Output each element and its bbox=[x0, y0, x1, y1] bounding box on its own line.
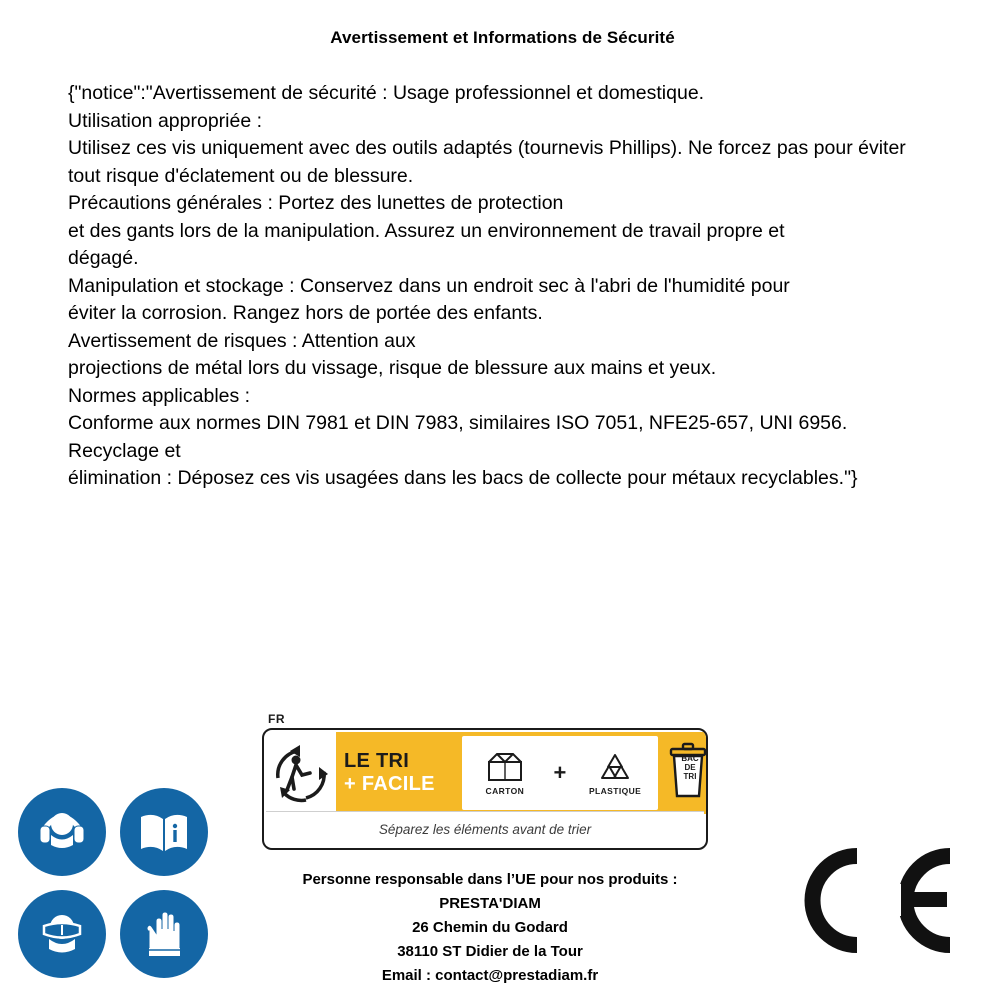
triman-bin-icon bbox=[664, 741, 708, 805]
company-address: 26 Chemin du Godard bbox=[412, 919, 568, 936]
notice-line: Manipulation et stockage : Conservez dans un endroit sec à l'abri de l'humidité pour bbox=[68, 274, 790, 297]
carton-box-icon bbox=[483, 750, 527, 784]
notice-line: projections de métal lors du vissage, risque de blessure aux mains et yeux. bbox=[68, 357, 717, 379]
hand-protection-icon bbox=[120, 890, 208, 978]
notice-line: Normes applicables : bbox=[68, 384, 251, 407]
triman-headline bbox=[336, 732, 462, 814]
notice-line: et des gants lors de la manipulation. Assurez un environnement de travail propre et bbox=[68, 219, 785, 242]
notice-line: Utilisation appropriée : bbox=[68, 109, 263, 132]
recycle-loop-icon bbox=[593, 750, 637, 784]
triman-bin-label: BAC DE TRI bbox=[681, 754, 699, 781]
triman-plus-sign: + bbox=[553, 760, 567, 785]
page-title: Avertissement et Informations de Sécurité bbox=[330, 28, 675, 47]
triman-footer-text: Séparez les éléments avant de trier bbox=[378, 821, 592, 837]
responsible-person-block bbox=[230, 868, 750, 988]
triman-sorting-man-icon bbox=[266, 732, 336, 814]
notice-line: Avertissement de risques : Attention aux bbox=[68, 329, 416, 352]
safety-notice-text bbox=[68, 80, 948, 493]
ear-protection-icon bbox=[18, 788, 106, 876]
notice-line: élimination : Déposez ces vis usagées dans les bacs de collecte pour métaux recyclables."} bbox=[68, 467, 858, 489]
notice-line: Recyclage et bbox=[68, 439, 181, 462]
triman-headline-line1: LE TRI bbox=[344, 750, 410, 772]
notice-line: éviter la corrosion. Rangez hors de portée des enfants. bbox=[68, 302, 543, 324]
company-email: Email : contact@prestadiam.fr bbox=[381, 967, 599, 984]
notice-line: {"notice":"Avertissement de sécurité : Usage professionnel et domestique. bbox=[68, 82, 705, 104]
notice-line: Conforme aux normes DIN 7981 et DIN 7983, similaires ISO 7051, NFE25-657, UNI 6956. bbox=[68, 412, 848, 434]
triman-item-carton-label: CARTON bbox=[485, 786, 525, 796]
triman-recycling-banner bbox=[262, 712, 710, 852]
company-name: PRESTA'DIAM bbox=[439, 895, 541, 912]
triman-item-carton bbox=[468, 750, 542, 796]
triman-language-tag: FR bbox=[268, 712, 285, 726]
triman-headline-line2: + FACILE bbox=[344, 773, 435, 795]
ce-mark-icon bbox=[795, 848, 960, 953]
triman-item-plastique bbox=[578, 750, 652, 796]
responsible-person-line: Personne responsable dans l’UE pour nos produits : bbox=[302, 871, 678, 888]
triman-item-plastique-label: PLASTIQUE bbox=[588, 786, 642, 796]
notice-line: tout risque d'éclatement ou de blessure. bbox=[68, 164, 414, 187]
read-instructions-icon bbox=[120, 788, 208, 876]
notice-line: dégagé. bbox=[68, 247, 139, 269]
notice-line: Utilisez ces vis uniquement avec des outils adaptés (tournevis Phillips). Ne forcez pas pour éviter bbox=[68, 137, 906, 159]
mandatory-pictogram-group bbox=[18, 788, 218, 988]
eye-protection-icon bbox=[18, 890, 106, 978]
notice-line: Précautions générales : Portez des lunettes de protection bbox=[68, 192, 564, 214]
company-city: 38110 ST Didier de la Tour bbox=[397, 943, 583, 960]
